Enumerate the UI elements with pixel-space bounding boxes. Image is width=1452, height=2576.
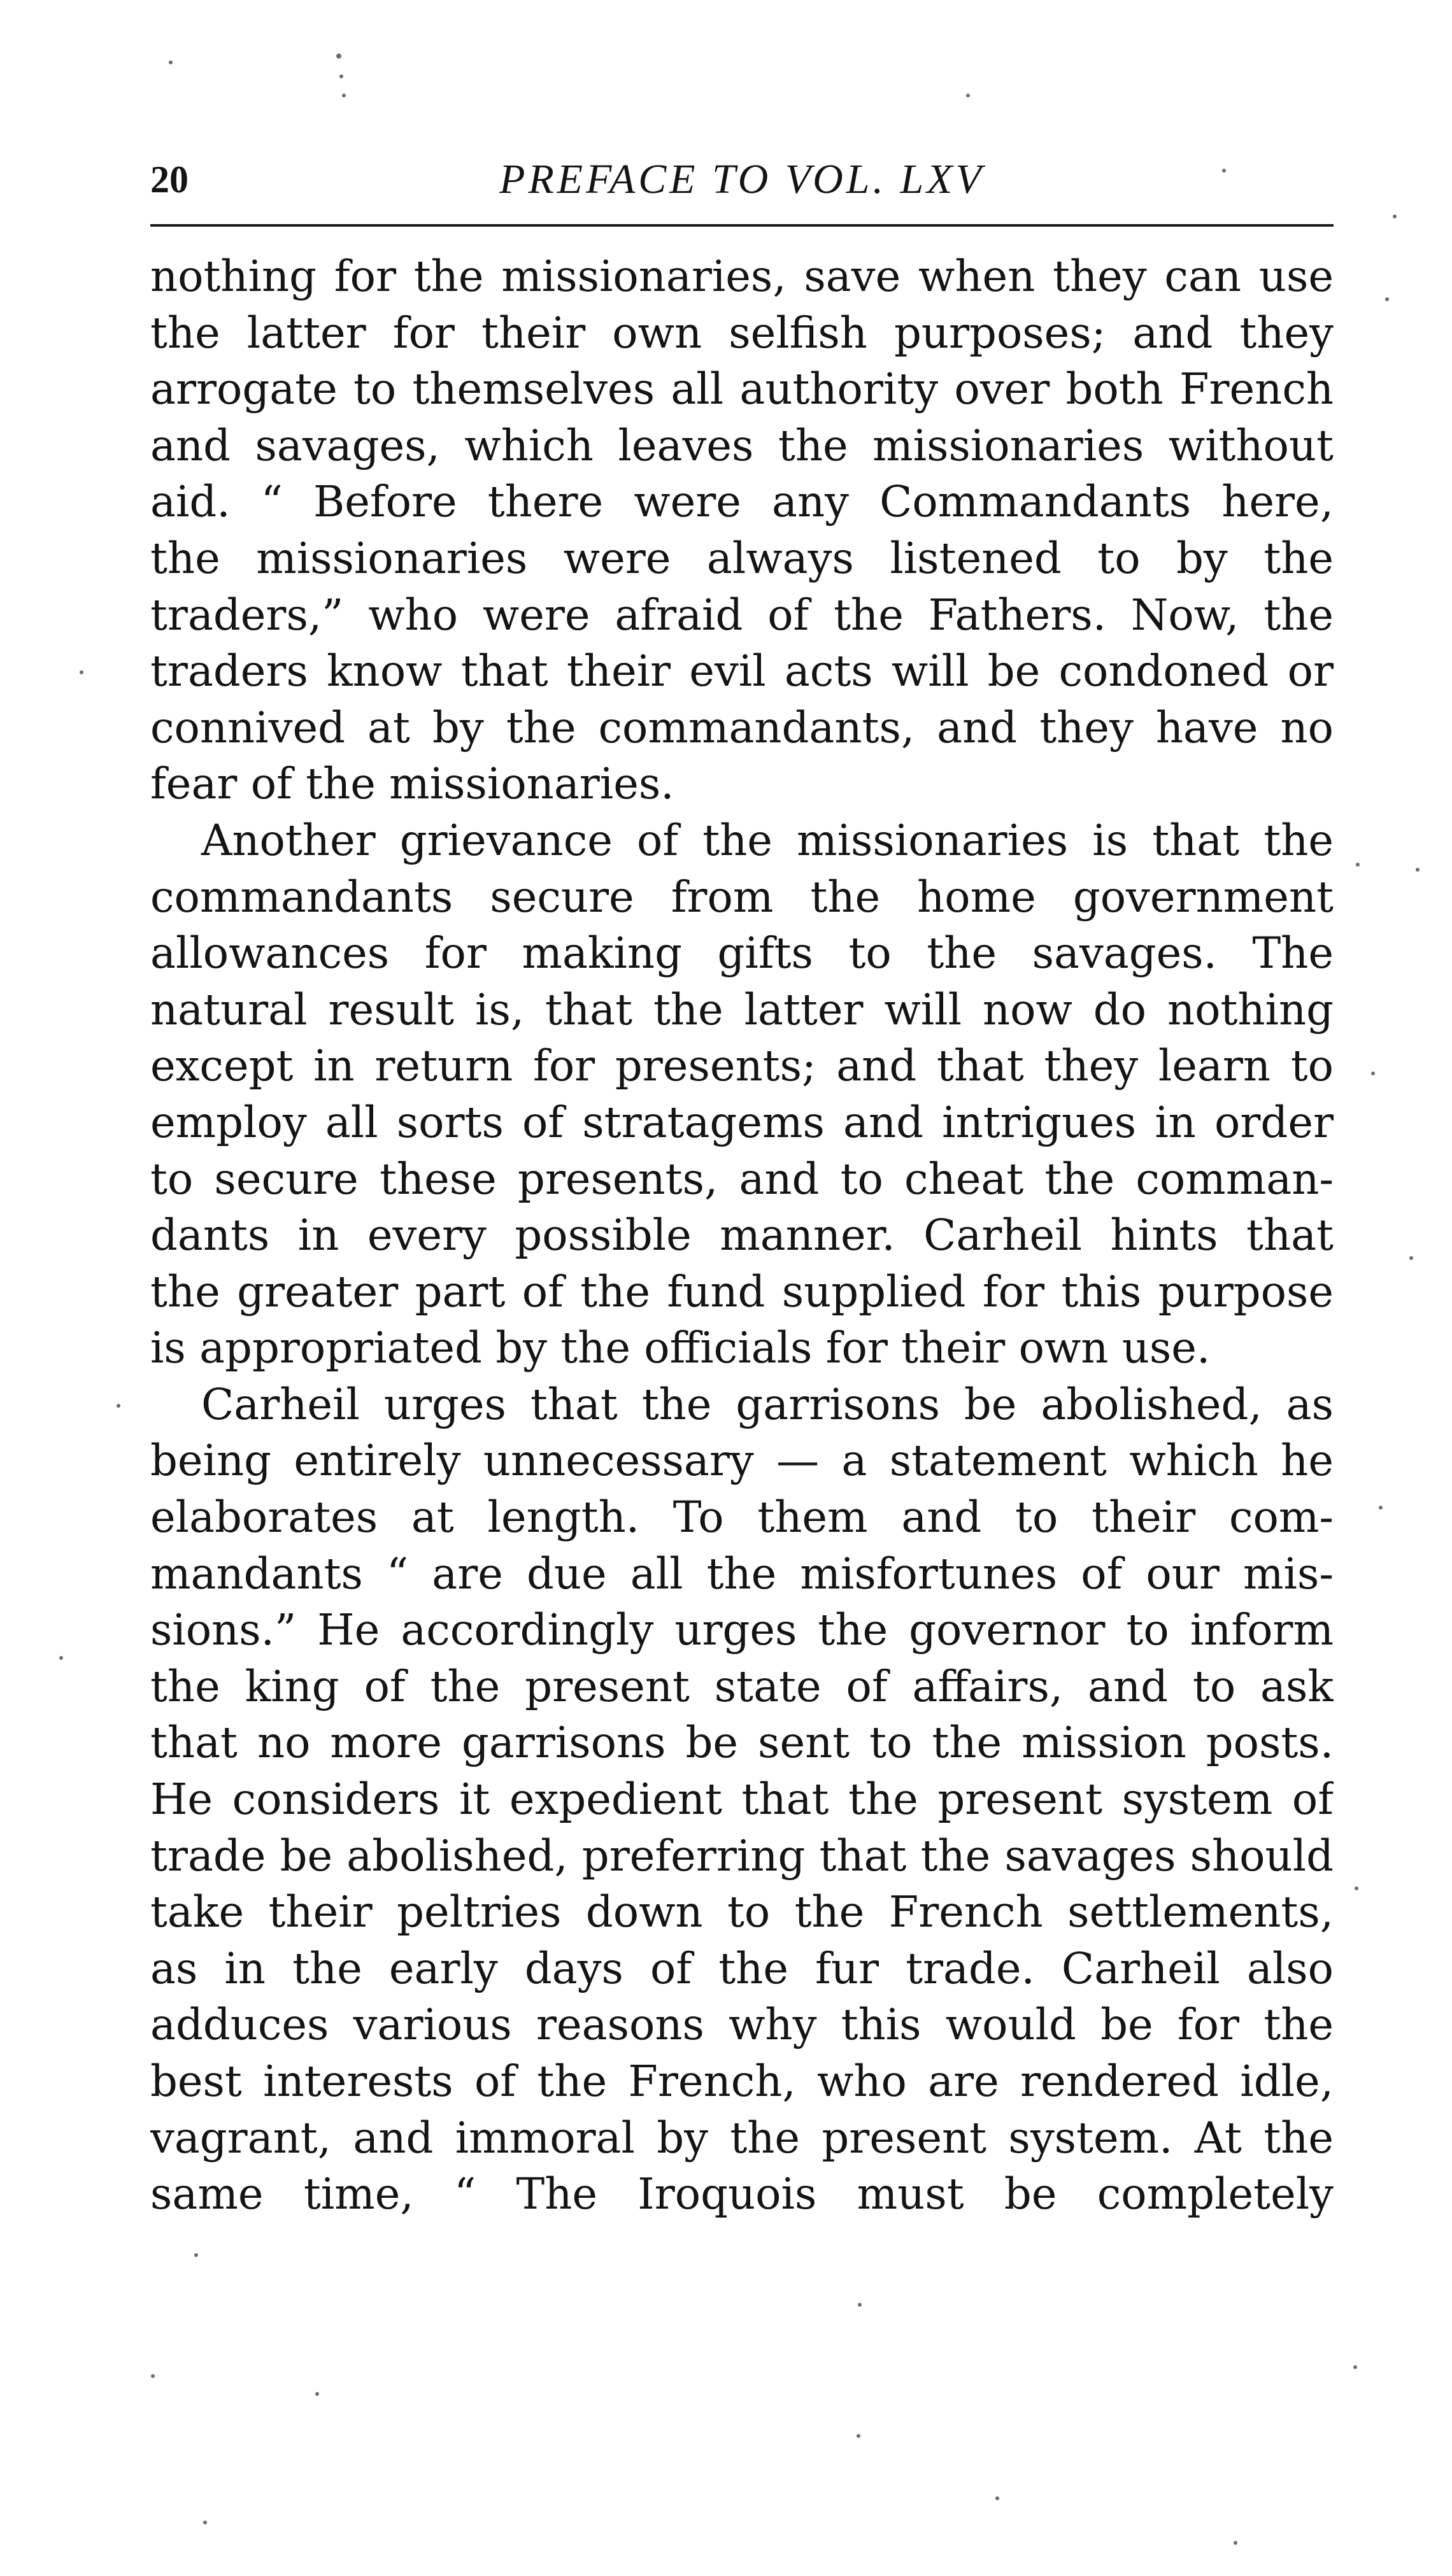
body-text [150, 248, 1334, 2223]
text-line-20: is appropriated by the officials for their own use. [150, 1323, 1211, 1373]
text-line-3: arrogate to themselves all authority over both French [150, 364, 1334, 414]
text-line-27: that no more garrisons be sent to the mission posts. [150, 1718, 1334, 1768]
text-line-6: the missionaries were always listened to by the [150, 533, 1334, 583]
text-line-21: Carheil urges that the garrisons be abolished, as [201, 1379, 1334, 1429]
text-line-11: Another grievance of the missionaries is that the [201, 815, 1334, 865]
text-line-4: and savages, which leaves the missionaries without [150, 420, 1334, 471]
text-line-9: connived at by the commandants, and they have no [150, 702, 1334, 753]
text-line-19: the greater part of the fund supplied for this purpose [150, 1266, 1334, 1317]
text-line-18: dants in every possible manner. Carheil hints that [150, 1210, 1334, 1261]
text-line-23: elaborates at length. To them and to their com- [150, 1492, 1334, 1543]
text-line-34: vagrant, and immoral by the present system. At the [150, 2112, 1334, 2163]
text-line-31: as in the early days of the fur trade. Carheil also [150, 1943, 1334, 1993]
text-line-15: except in return for presents; and that they learn to [150, 1041, 1334, 1091]
text-line-29: trade be abolished, preferring that the savages should [150, 1830, 1334, 1881]
text-line-17: to secure these presents, and to cheat the comman- [150, 1154, 1334, 1204]
text-line-14: natural result is, that the latter will now do nothing [150, 984, 1334, 1035]
text-line-2: the latter for their own selfish purposes; and they [150, 308, 1334, 358]
text-line-22: being entirely unnecessary — a statement which he [150, 1436, 1334, 1486]
text-line-8: traders know that their evil acts will be condoned or [150, 646, 1334, 697]
running-head: PREFACE TO VOL. LXV [499, 156, 985, 202]
text-line-1: nothing for the missionaries, save when they can use [150, 251, 1334, 301]
text-line-7: traders,” who were afraid of the Fathers. Now, the [150, 590, 1334, 640]
text-line-25: sions.” He accordingly urges the governor to inform [150, 1605, 1334, 1655]
text-line-16: employ all sorts of stratagems and intrigues in order [150, 1097, 1334, 1147]
text-line-33: best interests of the French, who are rendered idle, [150, 2056, 1334, 2106]
text-line-35: same time, “ The Iroquois must be completely [150, 2169, 1334, 2219]
header-rule [150, 224, 1334, 227]
text-line-28: He considers it expedient that the present system of [150, 1774, 1334, 1825]
text-line-24: mandants “ are due all the misfortunes of our mis- [150, 1548, 1334, 1599]
text-line-13: allowances for making gifts to the savages. The [150, 928, 1334, 979]
text-line-10: fear of the missionaries. [150, 759, 674, 809]
page-header [150, 152, 1334, 215]
text-line-30: take their peltries down to the French settlements, [150, 1887, 1334, 1937]
text-line-32: adduces various reasons why this would be for the [150, 2000, 1334, 2050]
text-line-5: aid. “ Before there were any Commandants here, [150, 477, 1334, 527]
text-line-26: the king of the present state of affairs, and to ask [150, 1661, 1334, 1711]
page-number: 20 [150, 159, 189, 201]
text-line-12: commandants secure from the home government [150, 872, 1334, 922]
